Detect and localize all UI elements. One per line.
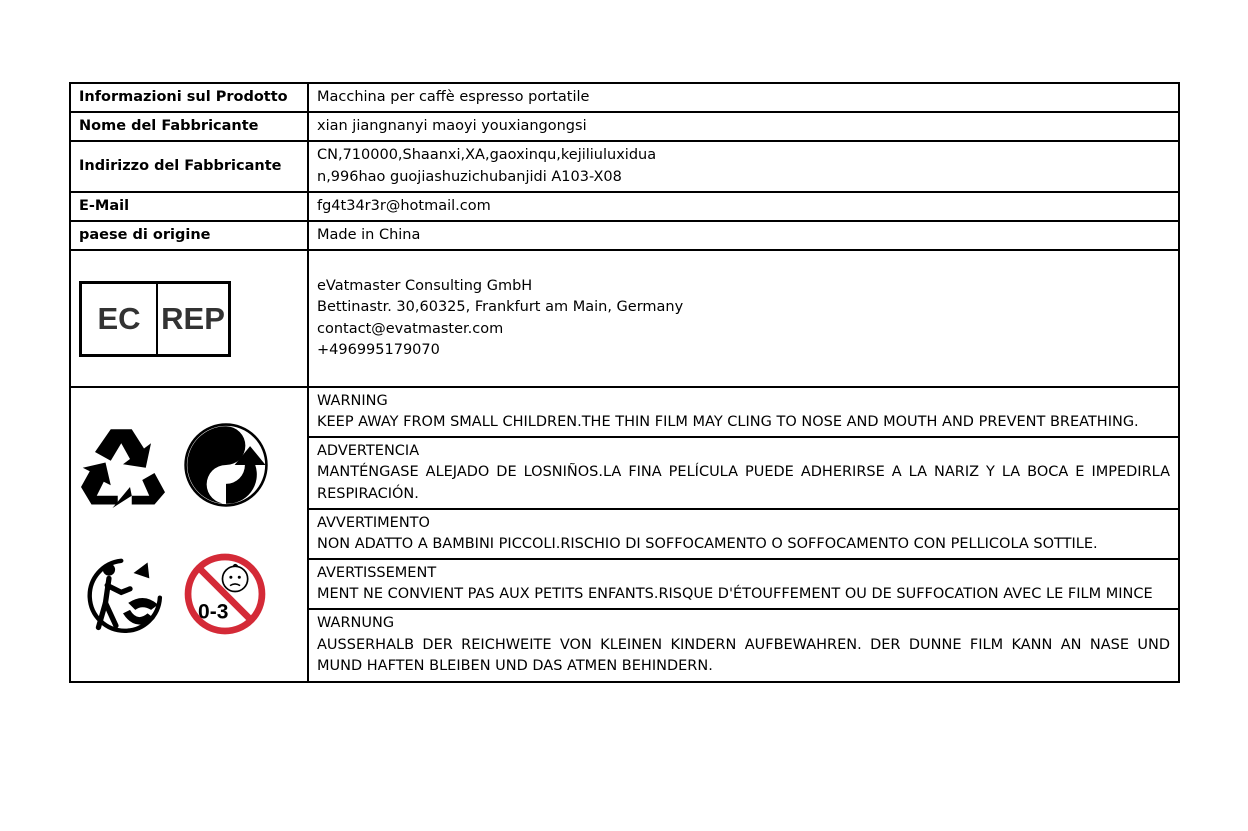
table-row [70, 221, 1179, 250]
warning-text: KEEP AWAY FROM SMALL CHILDREN.THE THIN FILM MAY CLING TO NOSE AND MOUTH AND PREVENT BREATHING. [317, 414, 1139, 430]
row-label: paese di origine [70, 221, 308, 250]
warning-text: MENT NE CONVIENT PAS AUX PETITS ENFANTS.RISQUE D'ÉTOUFFEMENT OU DE SUFFOCATION AVEC LE FILM MINCE [317, 586, 1153, 602]
warning-text: AUSSERHALB DER REICHWEITE VON KLEINEN KINDERN AUFBEWAHREN. DER DUNNE FILM KANN AN NASE UND MUND HAFTEN BLEIBEN UND DAS ATMEN BEHINDERN. [317, 636, 1170, 675]
warning-text: MANTÉNGASE ALEJADO DE LOSNIÑOS.LA FINA PELÍCULA PUEDE ADHERIRSE A LA NARIZ Y LA BOCA E IMPEDIRLA RESPIRACIÓN. [317, 464, 1170, 502]
product-info-table [69, 82, 1180, 683]
country-value: Made in China [308, 221, 1179, 250]
manufacturer-address: CN,710000,Shaanxi,XA,gaoxinqu,kejiliuluxidua n,996hao guojiashuzichubanjidi A103-X08 [308, 141, 1179, 192]
warning-title: ADVERTENCIA [317, 442, 420, 459]
warning-de [308, 609, 1179, 682]
row-value: xian jiangnanyi maoyi youxiangongsi [308, 112, 1179, 141]
warning-row [70, 387, 1179, 437]
row-label: Nome del Fabbricante [70, 112, 308, 141]
ec-rep-details [308, 250, 1179, 387]
warning-title: WARNING [317, 392, 388, 409]
table-row [70, 141, 1179, 192]
no-children-icon [183, 552, 267, 636]
symbols-cell [70, 387, 308, 682]
warning-fr [308, 559, 1179, 609]
row-label: Informazioni sul Prodotto [70, 83, 308, 112]
warning-title: WARNUNG [317, 615, 395, 632]
tidyman-icon [79, 552, 167, 638]
ec-rep-symbol [79, 281, 231, 357]
warning-text: NON ADATTO A BAMBINI PICCOLI.RISCHIO DI SOFFOCAMENTO O SOFFOCAMENTO CON PELLICOLA SOTTILE. [317, 536, 1098, 552]
ec-rep-cell [70, 250, 308, 387]
warning-title: AVVERTIMENTO [317, 514, 430, 531]
rep-address: Bettinastr. 30,60325, Frankfurt am Main, Germany [317, 299, 684, 315]
warning-es [308, 437, 1179, 509]
ec-rep-row [70, 250, 1179, 387]
table-row [70, 192, 1179, 221]
age-range-label: 0-3 [198, 600, 229, 624]
rep-label: REP [161, 300, 225, 336]
warning-en [308, 387, 1179, 437]
warning-title: AVERTISSEMENT [317, 564, 437, 581]
row-label: Indirizzo del Fabbricante [70, 141, 308, 192]
rep-email: contact@evatmaster.com [317, 320, 504, 337]
table-row [70, 112, 1179, 141]
email-value: fg4t34r3r@hotmail.com [308, 192, 1179, 221]
rep-company: eVatmaster Consulting GmbH [317, 277, 533, 294]
table-row [70, 83, 1179, 112]
ec-label: EC [82, 284, 158, 354]
row-label: E-Mail [70, 192, 308, 221]
rep-phone: +496995179070 [317, 342, 440, 358]
warning-it [308, 509, 1179, 559]
recycle-icon [79, 424, 167, 508]
green-dot-icon [183, 422, 269, 508]
row-value: Macchina per caffè espresso portatile [308, 83, 1179, 112]
